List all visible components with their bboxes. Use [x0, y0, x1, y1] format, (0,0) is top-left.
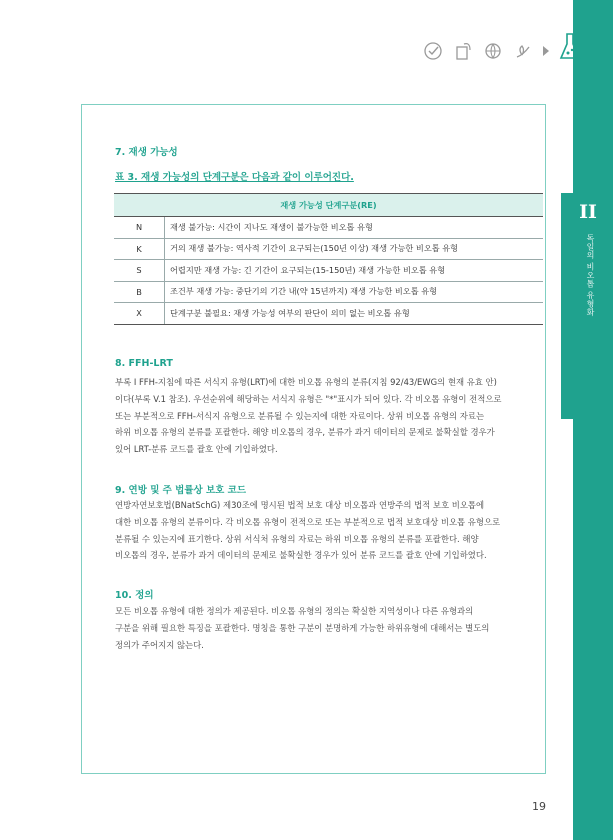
body-line: 있어 LRT-분류 코드를 괄호 안에 기입하였다.: [115, 444, 278, 455]
section-7-heading: 7. 재생 가능성: [115, 147, 178, 158]
section-10-heading: 10. 정의: [115, 590, 154, 601]
section-9-body: [115, 497, 545, 564]
body-line: 모든 비오톱 유형에 대한 정의가 제공된다. 비오톱 유형의 정의는 확실한 지역성이나 다른 유형과의: [115, 606, 474, 616]
body-line: 대한 비오톱 유형의 분류이다. 각 비오톱 유형이 전적으로 또는 부분적으로 법적 보호대상 비오톱 유형으로: [115, 516, 501, 527]
table-row: [114, 217, 543, 239]
body-line: 정의가 주어지지 않는다.: [115, 639, 204, 650]
leaf-check-icon: [422, 38, 444, 64]
globe-leaf-icon: [482, 38, 504, 64]
table-row: [114, 260, 543, 282]
flask-icon: [559, 28, 581, 64]
section-9-heading: 9. 연방 및 주 법률상 보호 코드: [115, 485, 247, 496]
table-caption: 표 3. 재생 가능성의 단계구분은 다음과 같이 이루어진다.: [115, 172, 354, 183]
building-leaf-icon: [452, 38, 474, 64]
row-description: 재생 불가능: 시간이 지나도 재생이 불가능한 비오톱 유형: [165, 217, 544, 239]
chapter-number: II: [579, 201, 597, 223]
section-10-body: [115, 603, 545, 653]
regeneration-table: [114, 193, 543, 325]
row-code: K: [114, 238, 165, 260]
table-row: [114, 281, 543, 303]
chapter-title-vertical: 독일의 비오톱 유형화: [586, 234, 595, 317]
table-row: [114, 238, 543, 260]
body-line: 구분을 위해 필요한 특징을 포괄한다. 명칭을 통한 구분이 분명하게 가능한 하위유형에 대해서는 별도의: [115, 622, 490, 633]
row-description: 거의 재생 불가능: 역사적 기간이 요구되는(150년 이상) 재생 가능한 비오톱 유형: [165, 238, 544, 260]
body-line: 분류될 수 있는지에 표기한다. 상위 서식처 유형의 자료는 하위 비오톱 유형의 분류를 포괄한다. 해양: [115, 533, 479, 544]
row-code: S: [114, 260, 165, 282]
page-number: 19: [532, 800, 546, 813]
body-line: 또는 부분적으로 FFH-서식지 유형으로 분류될 수 있는지에 대한 자료이다. 상위 비오톱 유형의 자료는: [115, 410, 485, 421]
row-code: B: [114, 281, 165, 303]
row-description: 조건부 재생 가능: 중단기의 기간 내(약 15년까지) 재생 가능한 비오톱 유형: [165, 281, 544, 303]
body-line: 이다(부록 V.1 참조). 우선순위에 해당하는 서식지 유형은 "*"표시가 되어 있다. 각 비오톱 유형이 전적으로: [115, 393, 502, 404]
table-header: 재생 가능성 단계구분(RE): [114, 194, 543, 217]
arrow-right-icon: [541, 45, 551, 57]
section-8-body: [115, 374, 545, 458]
row-code: X: [114, 303, 165, 325]
body-line: 연방자연보호법(BNatSchG) 제30조에 명시된 법적 보호 대상 비오톱과 연방주의 법적 보호 비오톱에: [115, 500, 485, 510]
side-band: [573, 0, 613, 840]
section-8-heading: 8. FFH-LRT: [115, 358, 173, 369]
row-description: 단계구분 불필요: 재생 가능성 여부의 판단이 의미 없는 비오톱 유형: [165, 303, 544, 325]
row-description: 어렵지만 재생 가능: 긴 기간이 요구되는(15-150년) 재생 가능한 비오톱 유형: [165, 260, 544, 282]
body-line: 부록 I FFH-지침에 따른 서식지 유형(LRT)에 대한 비오톱 유형의 분류(지침 92/43/EWG의 현재 유효 안): [115, 377, 497, 387]
sprout-icon: [512, 38, 534, 64]
table-row: [114, 303, 543, 325]
body-line: 비오톱의 경우, 분류가 과거 데이터의 문제로 불확실한 경우가 있어 분류 코드를 괄호 안에 기입하였다.: [115, 550, 487, 561]
row-code: N: [114, 217, 165, 239]
body-line: 하위 비오톱 유형의 분류를 포괄한다. 해양 비오톱의 경우, 분류가 과거 데이터의 문제로 불확실할 경우가: [115, 427, 495, 438]
